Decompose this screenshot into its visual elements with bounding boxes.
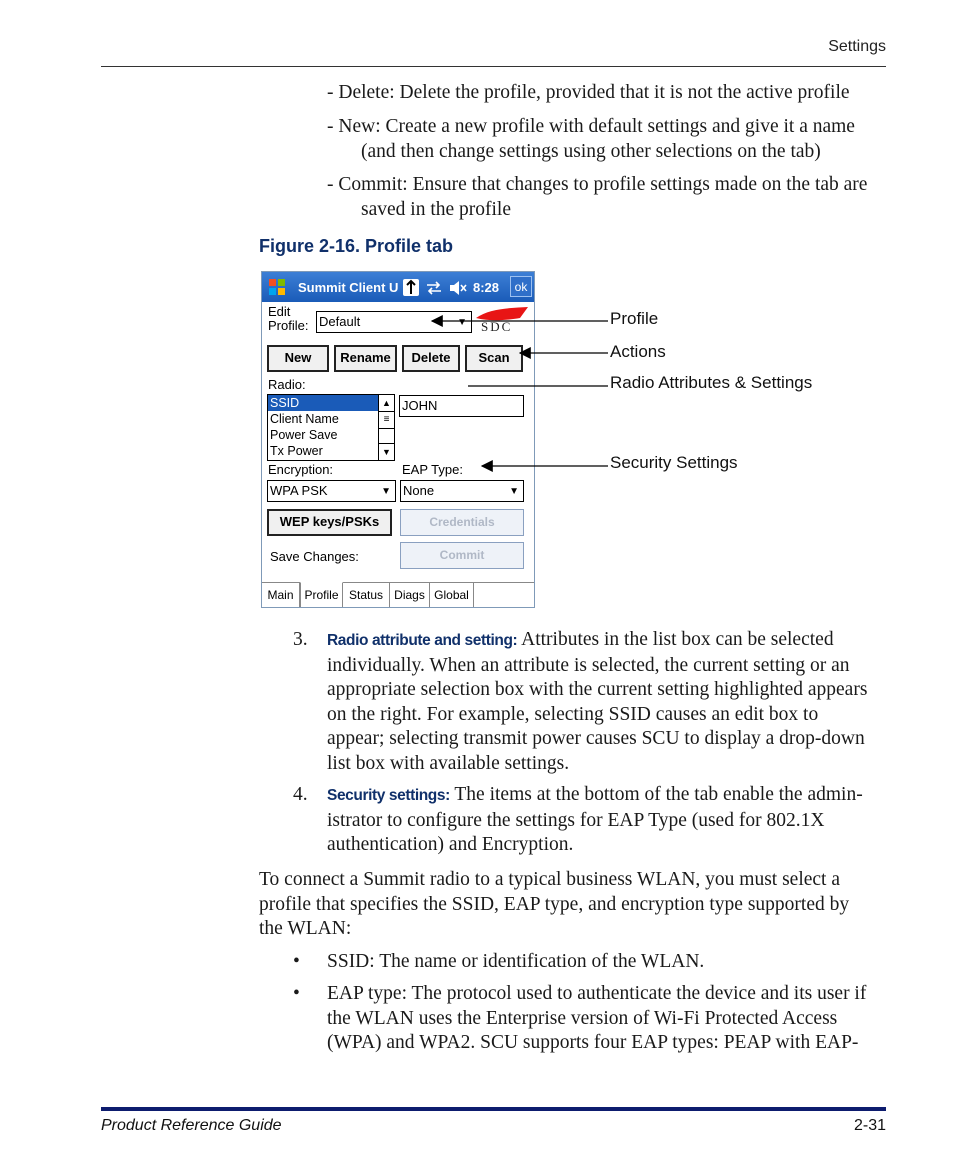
footer-title: Product Reference Guide <box>101 1117 282 1134</box>
profile-select-value: Default <box>319 314 361 329</box>
edit-profile-label-line-2: Profile: <box>268 318 309 333</box>
step-security-settings <box>327 783 897 858</box>
chevron-down-icon: ▼ <box>457 317 467 328</box>
handwritten-mark: SDC <box>481 319 513 334</box>
step-line: The items at the bottom of the tab enable the admin- <box>449 784 863 805</box>
step-lead: Radio attribute and setting: <box>327 632 518 649</box>
callout-radio-attributes: Radio Attributes & Settings <box>610 373 813 392</box>
tab-global[interactable]: Global <box>430 583 474 608</box>
tab-main[interactable]: Main <box>262 583 300 608</box>
eap-type-label: EAP Type: <box>402 462 463 477</box>
figure-caption: Figure 2-16. Profile tab <box>259 236 454 256</box>
list-item[interactable]: Power Save <box>270 428 338 442</box>
step-line: authentication) and Encryption. <box>327 834 574 855</box>
ssid-input[interactable]: JOHN <box>399 395 524 417</box>
paragraph-line: profile that specifies the SSID, EAP type, and encryption type supported by <box>259 893 850 915</box>
step-line: appear; selecting transmit power causes SCU to display a drop-down <box>327 728 865 749</box>
list-item[interactable]: Tx Power <box>270 444 323 458</box>
bullet-line: EAP type: The protocol used to authenticate the device and its user if <box>327 983 867 1004</box>
step-number: 4. <box>293 784 308 805</box>
callout-security-settings: Security Settings <box>610 453 738 472</box>
new-button[interactable]: New <box>267 345 329 372</box>
step-line: istrator to configure the settings for EAP Type (used for 802.1X <box>327 809 825 831</box>
option-commit-line-2: saved in the profile <box>361 198 511 220</box>
list-item[interactable]: Client Name <box>270 412 339 426</box>
callout-actions: Actions <box>610 342 666 361</box>
step-line: Attributes in the list box can be selected <box>517 629 834 650</box>
intro-paragraph <box>259 868 889 942</box>
bullet-line: SSID: The name or identification of the WLAN. <box>327 951 705 972</box>
bullet-line: the WLAN uses the Enterprise version of Wi-Fi Protected Access <box>327 1007 838 1029</box>
option-commit-line-1: - Commit: Ensure that changes to profile settings made on the tab are <box>327 174 868 195</box>
bullet-eap-type <box>327 982 897 1056</box>
paragraph-line: To connect a Summit radio to a typical business WLAN, you must select a <box>259 869 840 890</box>
bullet-line: (WPA) and WPA2. SCU supports four EAP types: PEAP with EAP- <box>327 1032 859 1053</box>
chevron-down-icon: ▼ <box>381 486 391 497</box>
scroll-thumb-icon[interactable]: ≡ <box>379 412 394 429</box>
encryption-select-value: WPA PSK <box>270 483 328 498</box>
option-new-line-2: (and then change settings using other selections on the tab) <box>361 140 821 162</box>
step-line: appropriate selection box with the current setting highlighted appears <box>327 679 868 700</box>
eap-type-select-value: None <box>403 483 435 498</box>
tab-profile[interactable]: Profile <box>300 582 343 607</box>
page-number: 2-31 <box>853 1117 886 1134</box>
rename-button[interactable]: Rename <box>334 345 397 372</box>
tab-status[interactable]: Status <box>343 583 390 608</box>
scroll-down-icon[interactable]: ▼ <box>379 443 394 461</box>
step-line: list box with available settings. <box>327 752 570 774</box>
chevron-down-icon: ▼ <box>509 486 519 497</box>
clock: 8:28 <box>473 280 500 295</box>
list-item[interactable]: SSID <box>268 395 380 411</box>
delete-button[interactable]: Delete <box>402 345 460 372</box>
callout-profile: Profile <box>610 309 659 328</box>
edit-profile-label-line-1: Edit <box>268 304 291 319</box>
running-header: Settings <box>828 38 886 55</box>
app-title: Summit Client U <box>298 280 399 295</box>
ok-button[interactable]: ok <box>510 276 532 297</box>
bullet-icon: • <box>293 983 300 1004</box>
radio-label: Radio: <box>268 377 306 392</box>
bullet-ssid <box>327 950 704 975</box>
save-changes-label: Save Changes: <box>270 549 359 564</box>
scroll-up-icon[interactable]: ▲ <box>379 395 394 412</box>
encryption-label: Encryption: <box>268 462 334 477</box>
step-line: on the right. For example, selecting SSID causes an edit box to <box>327 703 819 725</box>
step-number: 3. <box>293 629 308 650</box>
option-new-line-1: - New: Create a new profile with default settings and give it a name <box>327 116 855 137</box>
bullet-icon: • <box>293 951 300 972</box>
paragraph-line: the WLAN: <box>259 918 352 939</box>
commit-button[interactable]: Commit <box>400 542 524 569</box>
footer-rule <box>101 1107 886 1111</box>
option-delete-line: - Delete: Delete the profile, provided that it is not the active profile <box>327 82 850 103</box>
step-radio-attribute <box>327 628 897 776</box>
scan-button[interactable]: Scan <box>465 345 523 372</box>
credentials-button[interactable]: Credentials <box>400 509 524 536</box>
wep-keys-button[interactable]: WEP keys/PSKs <box>267 509 392 536</box>
step-line: individually. When an attribute is selected, the current setting or an <box>327 654 850 676</box>
step-lead: Security settings: <box>327 787 450 804</box>
tab-diags[interactable]: Diags <box>390 583 430 608</box>
